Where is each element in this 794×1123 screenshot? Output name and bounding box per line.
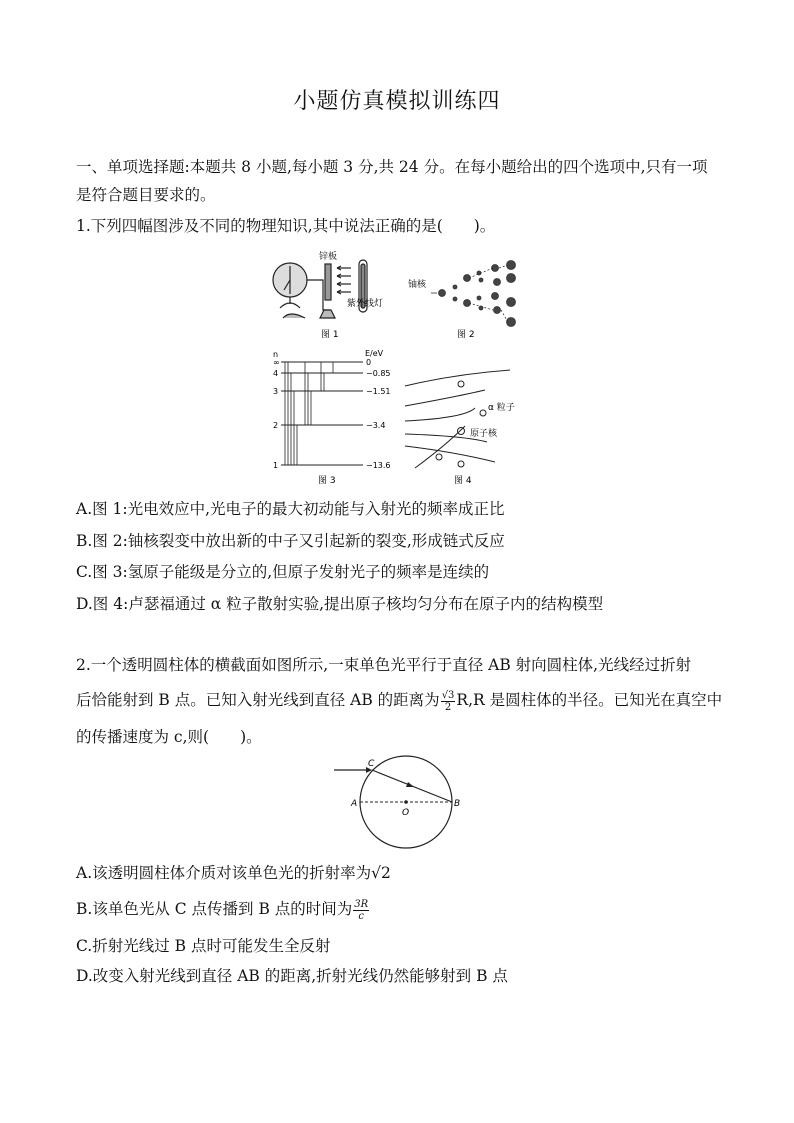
q1-option-b: B.图 2:铀核裂变中放出新的中子又引起新的裂变,形成链式反应: [76, 532, 505, 550]
refracted-arrow-icon: [406, 782, 414, 787]
q1-stem: 1.下列四幅图涉及不同的物理知识,其中说法正确的是( )。: [76, 217, 496, 235]
q2-option-b-text: B.该单色光从 C 点传播到 B 点的时间为: [76, 900, 353, 918]
fig3-n-inf: ∞: [273, 358, 280, 367]
q2-stem-line2-b: R,R 是圆柱体的半径。已知光在真空中: [456, 691, 723, 709]
q1-figures: [265, 246, 530, 486]
fig2-label-nucleus: 铀核: [408, 280, 427, 290]
fig3-n-1: 1: [273, 461, 279, 470]
fig3-n-2: 2: [273, 421, 279, 430]
q2-option-b: [76, 897, 370, 922]
refractive-index-value: √2: [371, 864, 391, 882]
fig1-label-zinc: 锌板: [319, 252, 338, 262]
fig4-scattering: [405, 370, 510, 468]
fraction-denominator: 2: [444, 701, 452, 713]
fig3-e-header: E/eV: [365, 349, 384, 358]
q2-stem-line2-a: 后恰能射到 B 点。已知入射光线到直径 AB 的距离为: [76, 691, 440, 709]
fig3-n-header: n: [273, 350, 279, 359]
distance-fraction: [441, 690, 456, 713]
fig3-energy-levels: [281, 362, 363, 465]
fig4-caption: 图 4: [454, 476, 472, 486]
q2-circle-figure: [330, 752, 470, 852]
fig2-caption: 图 2: [457, 330, 475, 340]
fig3-e-1: −13.6: [366, 461, 391, 470]
center-point: [404, 800, 408, 804]
fig1-label-uv: 紫外线灯: [347, 299, 384, 309]
label-c: C: [368, 759, 375, 769]
fig3-e-2: −3.4: [366, 421, 386, 430]
fig2-chain-reaction: [431, 261, 516, 327]
fraction-numerator: √3: [441, 689, 455, 701]
q2-stem-line1: 2.一个透明圆柱体的横截面如图所示,一束单色光平行于直径 AB 射向圆柱体,光线经过折射: [76, 656, 692, 674]
label-a: A: [351, 799, 358, 809]
fig1-zinc-plate: [307, 264, 351, 318]
q2-option-a: [76, 861, 391, 883]
fig3-caption: 图 3: [318, 476, 336, 486]
page-title: 小题仿真模拟训练四: [293, 89, 501, 114]
fig3-n-4: 4: [273, 369, 279, 378]
fig1-caption: 图 1: [321, 330, 339, 340]
label-o: O: [402, 808, 410, 818]
q1-option-a: A.图 1:光电效应中,光电子的最大初动能与入射光的频率成正比: [76, 500, 505, 518]
fig1-electroscope: [273, 263, 307, 318]
time-denominator: c: [358, 910, 365, 922]
q2-stem-line3: 的传播速度为 c,则( )。: [76, 728, 262, 746]
fig4-label-nucleus: 原子核: [470, 429, 498, 439]
section-heading-line1: 一、单项选择题:本题共 8 小题,每小题 3 分,共 24 分。在每小题给出的四个选项中,只有一项: [76, 158, 708, 176]
fig3-e-inf: 0: [366, 358, 372, 367]
fig3-n-3: 3: [273, 387, 279, 396]
fig3-e-4: −0.85: [366, 369, 391, 378]
q2-option-c: C.折射光线过 B 点时可能发生全反射: [76, 937, 331, 955]
q2-option-d: D.改变入射光线到直径 AB 的距离,折射光线仍然能够射到 B 点: [76, 967, 508, 985]
section-heading-line2: 是符合题目要求的。: [76, 186, 216, 204]
q1-option-c: C.图 3:氢原子能级是分立的,但原子发射光子的频率是连续的: [76, 563, 490, 581]
fig3-e-3: −1.51: [366, 387, 391, 396]
q2-option-a-text: A.该透明圆柱体介质对该单色光的折射率为: [76, 864, 372, 882]
time-fraction: [353, 899, 369, 922]
time-numerator: 3R: [354, 898, 369, 910]
q2-stem-line2: [76, 689, 722, 713]
label-b: B: [454, 799, 461, 809]
q1-option-d: D.图 4:卢瑟福通过 α 粒子散射实验,提出原子核均匀分布在原子内的结构模型: [76, 595, 604, 613]
fig4-label-alpha: α 粒子: [488, 403, 515, 413]
